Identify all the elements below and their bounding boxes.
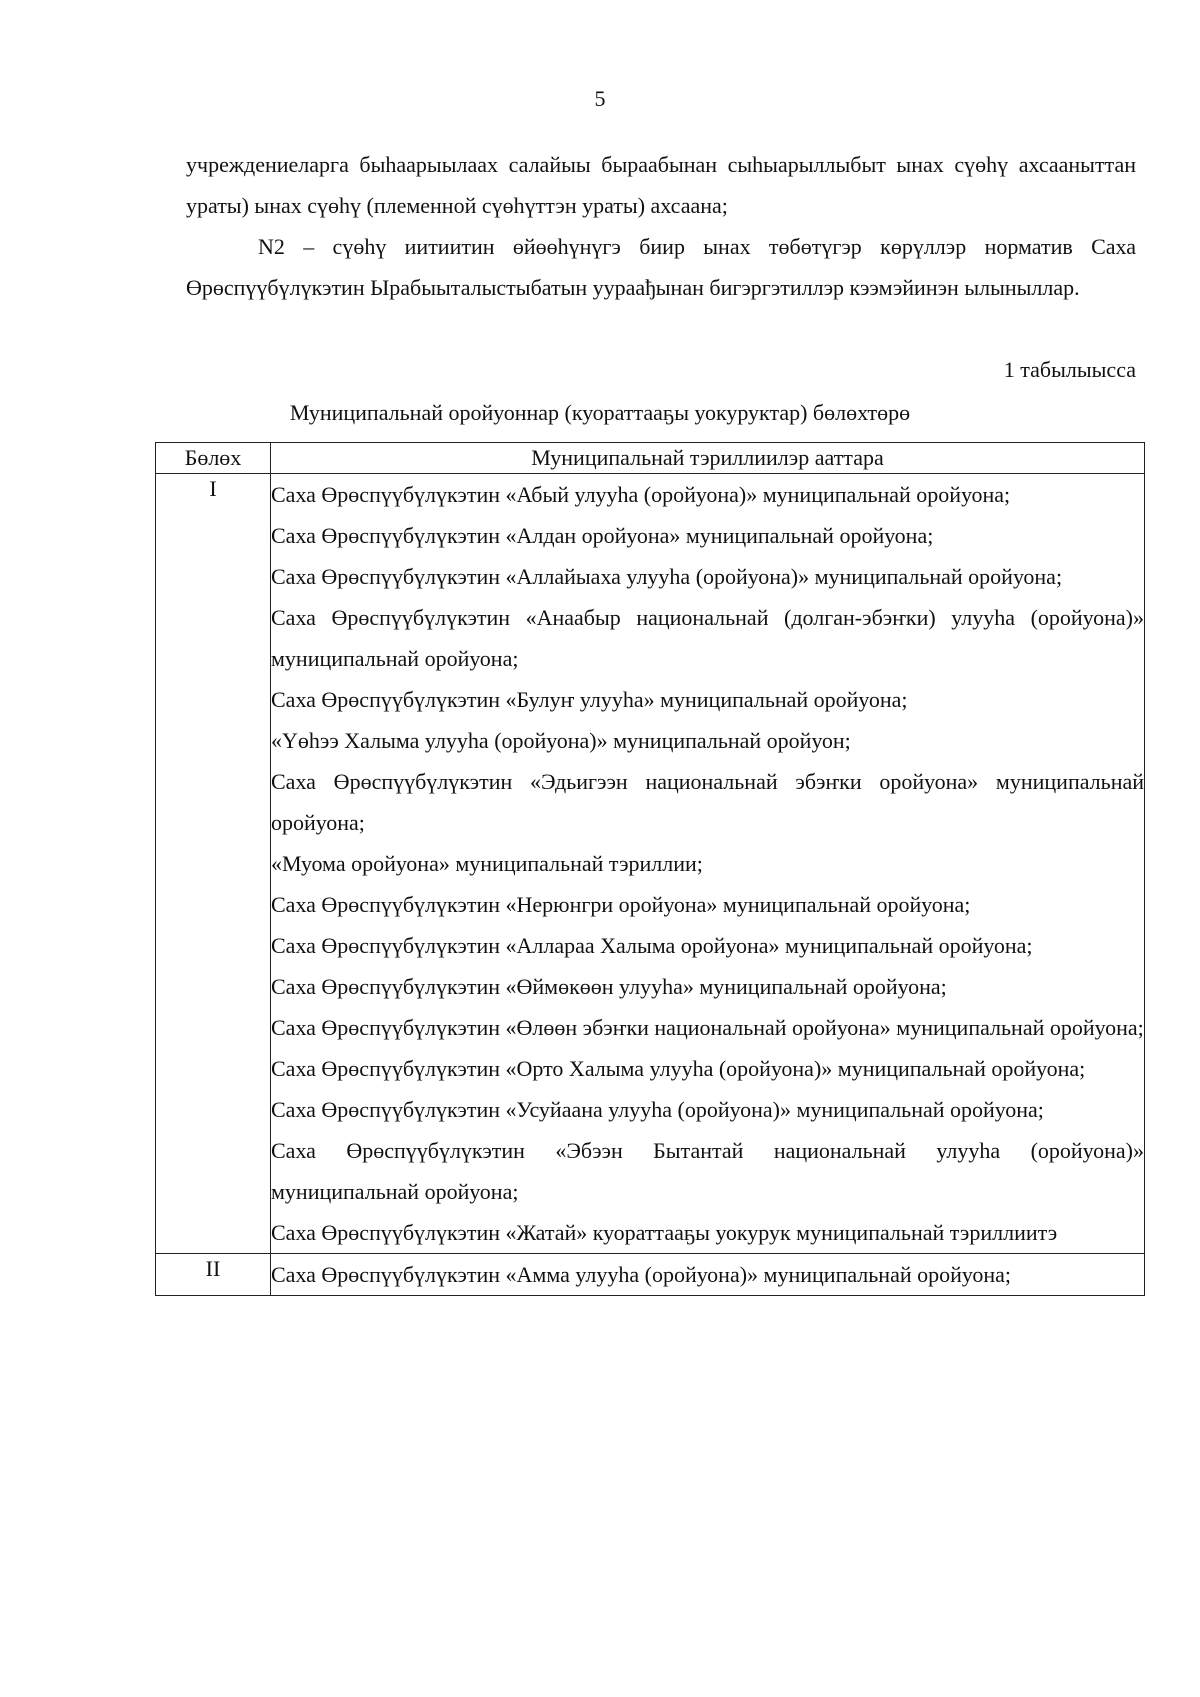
paragraph-2-text: N2 – сүөhү иитиитин өйөөhүнүгэ биир ынах төбөтүгэр көрүллэр норматив Саха Өрөспүүбүлүкэтин Ырабыыталыстыбатын уураађынан бигэргэтиллэр кээмэйинэн ылыныллар.: [186, 234, 1136, 300]
list-item: Саха Өрөспүүбүлүкэтин «Аллараа Халыма оройуона» муниципальнай оройуона;: [271, 933, 1033, 958]
paragraph-1: [186, 144, 1136, 226]
group-label: II: [156, 1254, 271, 1296]
group-label: I: [156, 474, 271, 1254]
paragraph-1-text: учреждениеларга быhаарыылаах салайыы быраабынан сыhыарыллыбыт ынах сүөhү ахсааныттан ураты) ынах сүөhү (племенной сүөhүттэн ураты) ахсаана;: [186, 152, 1136, 218]
table-row: [156, 1254, 1145, 1296]
table-number: 1 табылыысса: [1003, 357, 1136, 382]
header-names: Муниципальнай тэриллиилэр ааттара: [271, 443, 1145, 474]
list-item: Саха Өрөспүүбүлүкэтин «Орто Халыма улууhа (оройуона)» муниципальнай оройуона;: [271, 1056, 1086, 1081]
list-item: Саха Өрөспүүбүлүкэтин «Өймөкөөн улууhа» муниципальнай оройуона;: [271, 974, 947, 999]
header-group: Бөлөх: [156, 443, 271, 474]
table-title: Муниципальнай оройуоннар (куораттааҕы уокуруктар) бөлөхтөрө: [289, 400, 911, 425]
list-item: Саха Өрөспүүбүлүкэтин «Усуйаана улууhа (оройуона)» муниципальнай оройуона;: [271, 1097, 1044, 1122]
list-item: Саха Өрөспүүбүлүкэтин «Анаабыр национальнай (долган-эбэҥки) улууhа (оройуона)» муниципальнай оройуона;: [271, 605, 1144, 671]
list-item: Саха Өрөспүүбүлүкэтин «Абый улууhа (оройуона)» муниципальнай оройуона;: [271, 482, 1011, 507]
table-header-row: [156, 443, 1145, 474]
table-row: [156, 474, 1145, 1254]
list-item: «Муома оройуона» муниципальнай тэриллии;: [271, 851, 703, 876]
page-number: 5: [594, 86, 606, 111]
paragraph-2: [186, 226, 1136, 308]
list-item: Саха Өрөспүүбүлүкэтин «Өлөөн эбэҥки национальнай оройуона» муниципальнай оройуона;: [271, 1015, 1144, 1040]
group-items: [271, 1254, 1145, 1296]
group-items: [271, 474, 1145, 1254]
list-item: Саха Өрөспүүбүлүкэтин «Эдьигээн национальнай эбэҥки оройуона» муниципальнай оройуона;: [271, 769, 1144, 835]
groups-table: [155, 442, 1145, 1296]
list-item: «Үөhээ Халыма улууhа (оройуона)» муниципальнай оройуон;: [271, 728, 851, 753]
list-item: Саха Өрөспүүбүлүкэтин «Амма улууhа (оройуона)» муниципальнай оройуона;: [271, 1262, 1011, 1287]
list-item: Саха Өрөспүүбүлүкэтин «Булуҥ улууhа» муниципальнай оройуона;: [271, 687, 908, 712]
list-item: Саха Өрөспүүбүлүкэтин «Эбээн Бытантай национальнай улууhа (оройуона)» муниципальнай оройуона;: [271, 1138, 1144, 1204]
list-item: Саха Өрөспүүбүлүкэтин «Жатай» куораттааҕы уокурук муниципальнай тэриллиитэ: [271, 1220, 1058, 1245]
list-item: Саха Өрөспүүбүлүкэтин «Алдан оройуона» муниципальнай оройуона;: [271, 523, 934, 548]
list-item: Саха Өрөспүүбүлүкэтин «Аллайыаха улууhа (оройуона)» муниципальнай оройуона;: [271, 564, 1063, 589]
list-item: Саха Өрөспүүбүлүкэтин «Нерюнгри оройуона» муниципальнай оройуона;: [271, 892, 971, 917]
